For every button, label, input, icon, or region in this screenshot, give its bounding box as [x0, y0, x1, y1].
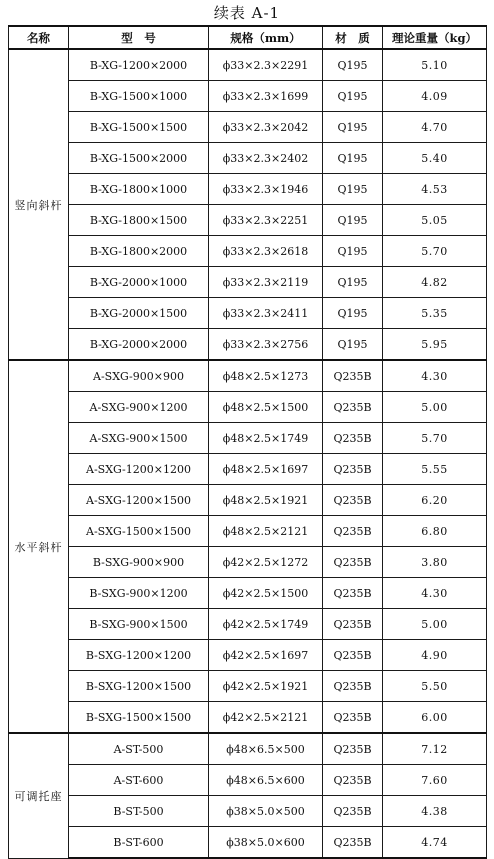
table-row [9, 733, 487, 765]
table-row [9, 143, 487, 174]
weight-cell: 5.10 [383, 49, 487, 81]
material-cell: Q195 [323, 81, 383, 112]
table-row [9, 267, 487, 298]
spec-cell: ϕ48×2.5×1273 [209, 360, 323, 392]
spec-cell: ϕ42×2.5×1500 [209, 578, 323, 609]
spec-cell: ϕ33×2.3×1699 [209, 81, 323, 112]
table-row [9, 702, 487, 734]
spec-cell: ϕ48×6.5×500 [209, 733, 323, 765]
material-cell: Q235B [323, 578, 383, 609]
table-row [9, 392, 487, 423]
model-cell: B-XG-1200×2000 [69, 49, 209, 81]
material-cell: Q235B [323, 733, 383, 765]
spec-cell: ϕ33×2.3×2756 [209, 329, 323, 361]
weight-cell: 6.80 [383, 516, 487, 547]
weight-cell: 5.95 [383, 329, 487, 361]
group-name-cell: 水平斜杆 [9, 360, 69, 733]
table-row [9, 112, 487, 143]
weight-cell: 6.00 [383, 702, 487, 734]
spec-cell: ϕ33×2.3×2291 [209, 49, 323, 81]
model-cell: B-XG-2000×1000 [69, 267, 209, 298]
table-row [9, 81, 487, 112]
material-cell: Q235B [323, 671, 383, 702]
weight-cell: 7.12 [383, 733, 487, 765]
spec-cell: ϕ33×2.3×2618 [209, 236, 323, 267]
model-cell: B-XG-1800×1000 [69, 174, 209, 205]
material-cell: Q195 [323, 298, 383, 329]
weight-cell: 4.30 [383, 360, 487, 392]
weight-cell: 4.38 [383, 796, 487, 827]
model-cell: B-SXG-900×900 [69, 547, 209, 578]
table-caption: 续表 A-1 [213, 4, 281, 22]
model-cell: A-SXG-1200×1500 [69, 485, 209, 516]
material-cell: Q235B [323, 423, 383, 454]
table-row [9, 298, 487, 329]
material-cell: Q195 [323, 236, 383, 267]
material-cell: Q235B [323, 454, 383, 485]
table-row [9, 765, 487, 796]
table-row [9, 360, 487, 392]
spec-cell: ϕ42×2.5×2121 [209, 702, 323, 734]
weight-cell: 4.30 [383, 578, 487, 609]
model-cell: B-XG-1500×1500 [69, 112, 209, 143]
group-name-cell: 可调托座 [9, 733, 69, 858]
weight-cell: 7.60 [383, 765, 487, 796]
weight-cell: 5.00 [383, 609, 487, 640]
weight-cell: 4.74 [383, 827, 487, 859]
weight-cell: 4.82 [383, 267, 487, 298]
table-row [9, 609, 487, 640]
table-header [9, 26, 487, 49]
table-row [9, 454, 487, 485]
weight-cell: 5.05 [383, 205, 487, 236]
model-cell: A-ST-600 [69, 765, 209, 796]
group-name-cell: 竖向斜杆 [9, 49, 69, 360]
table-row [9, 174, 487, 205]
model-cell: B-XG-1800×2000 [69, 236, 209, 267]
weight-cell: 5.55 [383, 454, 487, 485]
model-cell: A-SXG-900×1200 [69, 392, 209, 423]
weight-cell: 3.80 [383, 547, 487, 578]
material-cell: Q195 [323, 143, 383, 174]
spec-cell: ϕ42×2.5×1697 [209, 640, 323, 671]
spec-table [8, 25, 487, 859]
spec-cell: ϕ48×2.5×1500 [209, 392, 323, 423]
spec-cell: ϕ48×2.5×2121 [209, 516, 323, 547]
material-cell: Q235B [323, 609, 383, 640]
model-cell: A-SXG-900×900 [69, 360, 209, 392]
model-cell: A-SXG-1200×1200 [69, 454, 209, 485]
header-row [9, 26, 487, 49]
material-cell: Q235B [323, 392, 383, 423]
material-cell: Q235B [323, 360, 383, 392]
table-row [9, 640, 487, 671]
spec-cell: ϕ42×2.5×1749 [209, 609, 323, 640]
spec-cell: ϕ33×2.3×2042 [209, 112, 323, 143]
model-cell: B-XG-2000×1500 [69, 298, 209, 329]
spec-cell: ϕ33×2.3×2119 [209, 267, 323, 298]
table-row [9, 423, 487, 454]
weight-cell: 4.53 [383, 174, 487, 205]
material-cell: Q235B [323, 702, 383, 734]
material-cell: Q235B [323, 485, 383, 516]
model-cell: B-SXG-1200×1500 [69, 671, 209, 702]
spec-cell: ϕ33×2.3×2402 [209, 143, 323, 174]
spec-cell: ϕ48×2.5×1921 [209, 485, 323, 516]
material-cell: Q195 [323, 112, 383, 143]
table-row [9, 49, 487, 81]
weight-cell: 5.70 [383, 423, 487, 454]
table-row [9, 236, 487, 267]
header-weight: 理论重量（kg） [383, 26, 487, 49]
material-cell: Q195 [323, 49, 383, 81]
spec-cell: ϕ48×6.5×600 [209, 765, 323, 796]
material-cell: Q235B [323, 796, 383, 827]
table-row [9, 205, 487, 236]
material-cell: Q235B [323, 547, 383, 578]
weight-cell: 4.70 [383, 112, 487, 143]
model-cell: B-SXG-1500×1500 [69, 702, 209, 734]
spec-cell: ϕ38×5.0×500 [209, 796, 323, 827]
weight-cell: 5.70 [383, 236, 487, 267]
weight-cell: 5.50 [383, 671, 487, 702]
material-cell: Q195 [323, 329, 383, 361]
model-cell: A-ST-500 [69, 733, 209, 765]
material-cell: Q235B [323, 765, 383, 796]
material-cell: Q195 [323, 174, 383, 205]
model-cell: B-SXG-900×1500 [69, 609, 209, 640]
spec-cell: ϕ33×2.3×2251 [209, 205, 323, 236]
spec-cell: ϕ33×2.3×1946 [209, 174, 323, 205]
model-cell: B-XG-1500×1000 [69, 81, 209, 112]
model-cell: B-ST-600 [69, 827, 209, 859]
spec-cell: ϕ33×2.3×2411 [209, 298, 323, 329]
weight-cell: 5.40 [383, 143, 487, 174]
weight-cell: 4.90 [383, 640, 487, 671]
spec-cell: ϕ48×2.5×1697 [209, 454, 323, 485]
table-row [9, 485, 487, 516]
table-row [9, 547, 487, 578]
model-cell: B-XG-1500×2000 [69, 143, 209, 174]
material-cell: Q235B [323, 516, 383, 547]
model-cell: B-ST-500 [69, 796, 209, 827]
model-cell: B-XG-2000×2000 [69, 329, 209, 361]
model-cell: A-SXG-1500×1500 [69, 516, 209, 547]
model-cell: A-SXG-900×1500 [69, 423, 209, 454]
weight-cell: 6.20 [383, 485, 487, 516]
material-cell: Q195 [323, 205, 383, 236]
header-name: 名称 [9, 26, 69, 49]
model-cell: B-SXG-900×1200 [69, 578, 209, 609]
weight-cell: 5.00 [383, 392, 487, 423]
table-body [9, 49, 487, 858]
table-row [9, 516, 487, 547]
table-row [9, 329, 487, 361]
model-cell: B-SXG-1200×1200 [69, 640, 209, 671]
table-row [9, 578, 487, 609]
spec-cell: ϕ38×5.0×600 [209, 827, 323, 859]
spec-cell: ϕ42×2.5×1921 [209, 671, 323, 702]
header-model: 型 号 [69, 26, 209, 49]
weight-cell: 5.35 [383, 298, 487, 329]
table-row [9, 671, 487, 702]
material-cell: Q195 [323, 267, 383, 298]
material-cell: Q235B [323, 827, 383, 859]
table-row [9, 827, 487, 859]
header-spec: 规格（mm） [209, 26, 323, 49]
spec-cell: ϕ48×2.5×1749 [209, 423, 323, 454]
material-cell: Q235B [323, 640, 383, 671]
spec-cell: ϕ42×2.5×1272 [209, 547, 323, 578]
weight-cell: 4.09 [383, 81, 487, 112]
model-cell: B-XG-1800×1500 [69, 205, 209, 236]
header-material: 材 质 [323, 26, 383, 49]
table-row [9, 796, 487, 827]
